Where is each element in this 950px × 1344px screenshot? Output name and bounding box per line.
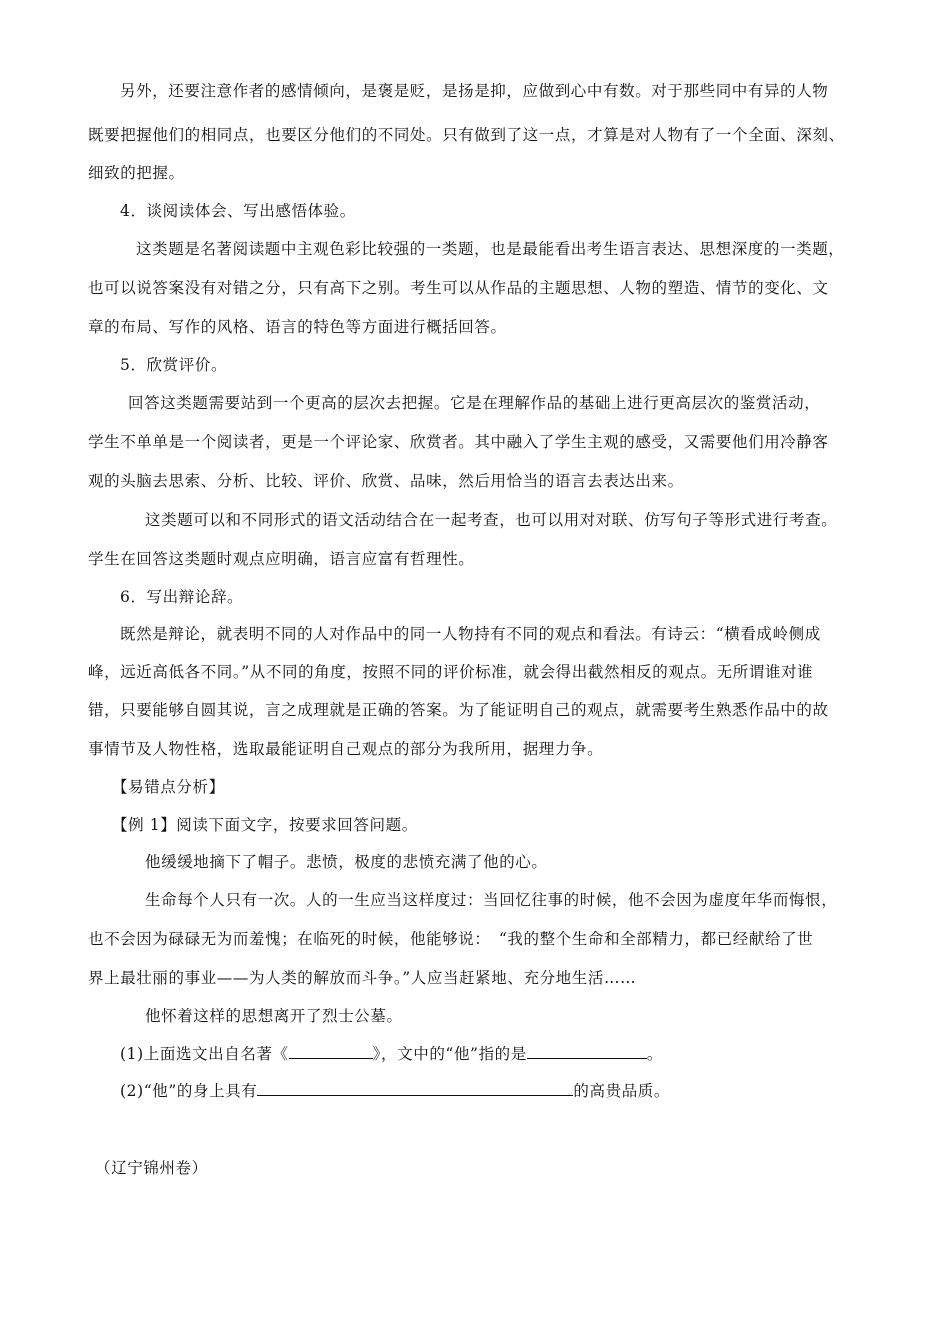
text-line: 回答这类题需要站到一个更高的层次去把握。它是在理解作品的基础上进行更高层次的鉴赏活动， — [128, 394, 821, 412]
text-line: 也可以说答案没有对错之分，只有高下之别。考生可以从作品的主题思想、人物的塑造、情节的变化、文 — [88, 279, 829, 297]
example-heading — [112, 815, 418, 835]
text-line: 学生在回答这类题时观点应明确，语言应富有哲理性。 — [88, 550, 475, 568]
text-line: 这类题可以和不同形式的语文活动结合在一起考查，也可以用对对联、仿写句子等形式进行考查。 — [145, 511, 838, 529]
text-line: 错，只要能够自圆其说，言之成理就是正确的答案。为了能证明自己的观点，就需要考生熟悉作品中的故 — [88, 701, 829, 719]
question-2: (2)“他”的身上具有 的高贵品质。 — [120, 1082, 671, 1100]
text-line: 这类题是名著阅读题中主观色彩比较强的一类题，也是最能看出考生语言表达、思想深度的一类题， — [136, 240, 845, 258]
answer-blank-book[interactable] — [289, 1044, 373, 1059]
passage-line: 也不会因为碌碌无为而羞愧；在临死的时候，他能够说： “我的整个生命和全部精力，都已经献给了世 — [88, 930, 814, 948]
passage-line: 他缓缓地摘下了帽子。悲愤，极度的悲愤充满了他的心。 — [145, 853, 548, 871]
example-instruction: 阅读下面文字，按要求回答问题。 — [176, 816, 418, 834]
section-heading: 【易错点分析】 — [112, 778, 225, 796]
question-1: (1)上面选文出自名著《 》，文中的“他”指的是 。 — [120, 1045, 663, 1063]
passage-line: 生命每个人只有一次。人的一生应当这样度过：当回忆往事的时候，他不会因为虚度年华而悔恨， — [145, 891, 838, 909]
text-line: 学生不单单是一个阅读者，更是一个评论家、欣赏者。其中融入了学生主观的感受，又需要他们用冷静客 — [88, 433, 829, 451]
text-line: 另外，还要注意作者的感情倾向，是褒是贬，是扬是抑，应做到心中有数。对于那些同中有异的人物 — [120, 82, 829, 100]
source-note: （辽宁锦州卷） — [95, 1159, 208, 1177]
section-heading: 6．写出辩论辞。 — [120, 588, 244, 606]
text-line: 细致的把握。 — [88, 164, 185, 182]
text-line: 既然是辩论，就表明不同的人对作品中的同一人物持有不同的观点和看法。有诗云：“横看成岭侧成 — [120, 625, 821, 643]
text-line: 事情节及人物性格，选取最能证明自己观点的部分为我所用，据理力争。 — [88, 740, 604, 758]
section-heading: 5．欣赏评价。 — [120, 356, 228, 374]
text-line: 峰，远近高低各不同。”从不同的角度，按照不同的评价标准，就会得出截然相反的观点。无所谓谁对谁 — [88, 663, 814, 681]
text-line: 章的布局、写作的风格、语言的特色等方面进行概括回答。 — [88, 318, 507, 336]
example-label: 【例 1】 — [112, 816, 177, 834]
passage-line: 他怀着这样的思想离开了烈士公墓。 — [145, 1007, 403, 1025]
answer-blank-person[interactable] — [527, 1044, 647, 1059]
section-heading: 4．谈阅读体会、写出感悟体验。 — [120, 202, 356, 220]
text-line: 观的头脑去思索、分析、比较、评价、欣赏、品味，然后用恰当的语言去表达出来。 — [88, 472, 684, 490]
passage-line: 界上最壮丽的事业——为人类的解放而斗争。”人应当赶紧地、充分地生活…… — [88, 969, 637, 987]
text-line: 既要把握他们的相同点，也要区分他们的不同处。只有做到了这一点，才算是对人物有了一个全面、深刻、 — [88, 126, 845, 144]
answer-blank-quality[interactable] — [257, 1081, 573, 1096]
